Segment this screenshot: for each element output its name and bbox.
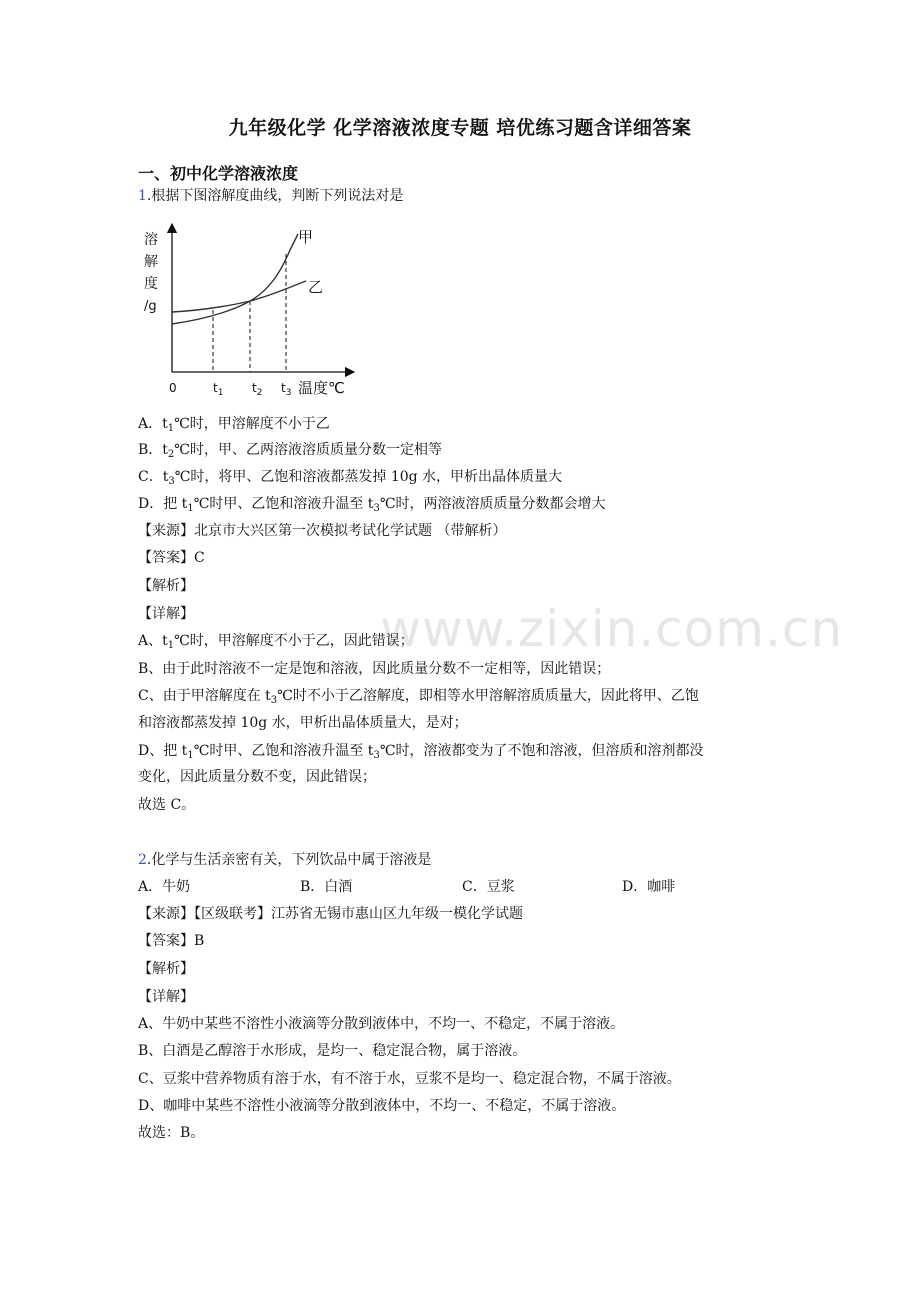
t3-label: $t_3$ [281,381,292,398]
q1-answer: 【答案】C [138,550,205,566]
q2-analysis: 【解析】 [138,961,194,977]
t1-label: $t_1$ [213,381,224,398]
q1-stem-text: .根据下图溶解度曲线，判断下列说法对是 [146,188,404,204]
y-label-char-3: 度 [144,276,158,292]
page-title: 九年级化学 化学溶液浓度专题 培优练习题含详细答案 [228,117,692,139]
q1-exp-d1: D、把 $t_1℃$时甲、乙饱和溶液升温至 $t_3℃$时，溶液都变为了不饱和溶液，但溶质和溶剂都没 [138,743,704,761]
q1-analysis: 【解析】 [138,578,194,594]
q2-source: 【来源】【区级联考】江苏省无锡市惠山区九年级一模化学试题 [138,906,523,922]
q2-detail: 【详解】 [138,989,194,1005]
q2-options [138,877,675,897]
q2-number: 2 [138,852,147,868]
q1-exp-c2: 和溶液都蒸发掉 10g 水，甲析出晶体质量大，是对； [138,715,468,731]
q2-stem [138,850,431,870]
q1-option-d: D．把 $t_1℃$时甲、乙饱和溶液升温至 $t_3℃$时，两溶液溶质质量分数都会增大 [138,496,606,514]
q1-option-b: B．$t_2℃$时，甲、乙两溶液溶质质量分数一定相等 [138,442,442,460]
q1-stem [138,186,403,206]
q2-option-c: C．豆浆 [462,879,515,895]
x-axis-label: 温度℃ [298,379,345,397]
q2-exp-b: B、白酒是乙醇溶于水形成，是均一、稳定混合物，属于溶液。 [138,1043,527,1059]
q1-option-c: C．$t_3℃$时，将甲、乙饱和溶液都蒸发掉 10g 水，甲析出晶体质量大 [138,469,563,487]
q1-exp-d2: 变化，因此质量分数不变，因此错误； [138,769,376,785]
q1-number: 1 [138,188,147,204]
origin-label: 0 [169,381,177,395]
q1-conclusion: 故选 C。 [138,797,196,813]
q2-option-b: B．白酒 [300,879,353,895]
y-label-char-2: 解 [144,254,158,270]
q2-answer: 【答案】B [138,933,205,949]
q1-option-a: A．$t_1℃$时，甲溶解度不小于乙 [138,416,330,434]
q1-detail: 【详解】 [138,606,194,622]
q2-exp-a: A、牛奶中某些不溶性小液滴等分散到液体中，不均一、不稳定，不属于溶液。 [138,1016,625,1032]
q1-exp-b: B、由于此时溶液不一定是饱和溶液，因此质量分数不一定相等，因此错误； [138,661,611,677]
q2-option-a: A．牛奶 [138,879,191,895]
y-label-char-1: 溶 [144,232,158,248]
curve-jia-label: 甲 [298,228,314,246]
curve-yi-label: 乙 [308,278,324,296]
solubility-curve-figure [138,222,368,402]
y-label-char-4: /g [144,299,157,314]
q2-option-d: D．咖啡 [622,879,676,895]
q1-exp-c1: C、由于甲溶解度在 $t_3℃$时不小于乙溶解度，即相等水甲溶解溶质质量大，因此将甲、乙饱 [138,688,699,706]
q2-exp-d: D、咖啡中某些不溶性小液滴等分散到液体中，不均一、不稳定，不属于溶液。 [138,1098,626,1114]
t2-label: $t_2$ [252,381,263,398]
q1-exp-a: A、$t_1℃$时，甲溶解度不小于乙，因此错误； [138,633,414,651]
q2-stem-text: .化学与生活亲密有关，下列饮品中属于溶液是 [146,852,432,868]
watermark: www.zixin.com.cn [380,600,844,658]
q2-exp-c: C、豆浆中营养物质有溶于水，有不溶于水，豆浆不是均一、稳定混合物，不属于溶液。 [138,1071,681,1087]
q1-source: 【来源】北京市大兴区第一次模拟考试化学试题 （带解析） [138,523,507,539]
section-heading: 一、初中化学溶液浓度 [138,164,299,183]
q2-conclusion: 故选：B。 [138,1125,205,1141]
